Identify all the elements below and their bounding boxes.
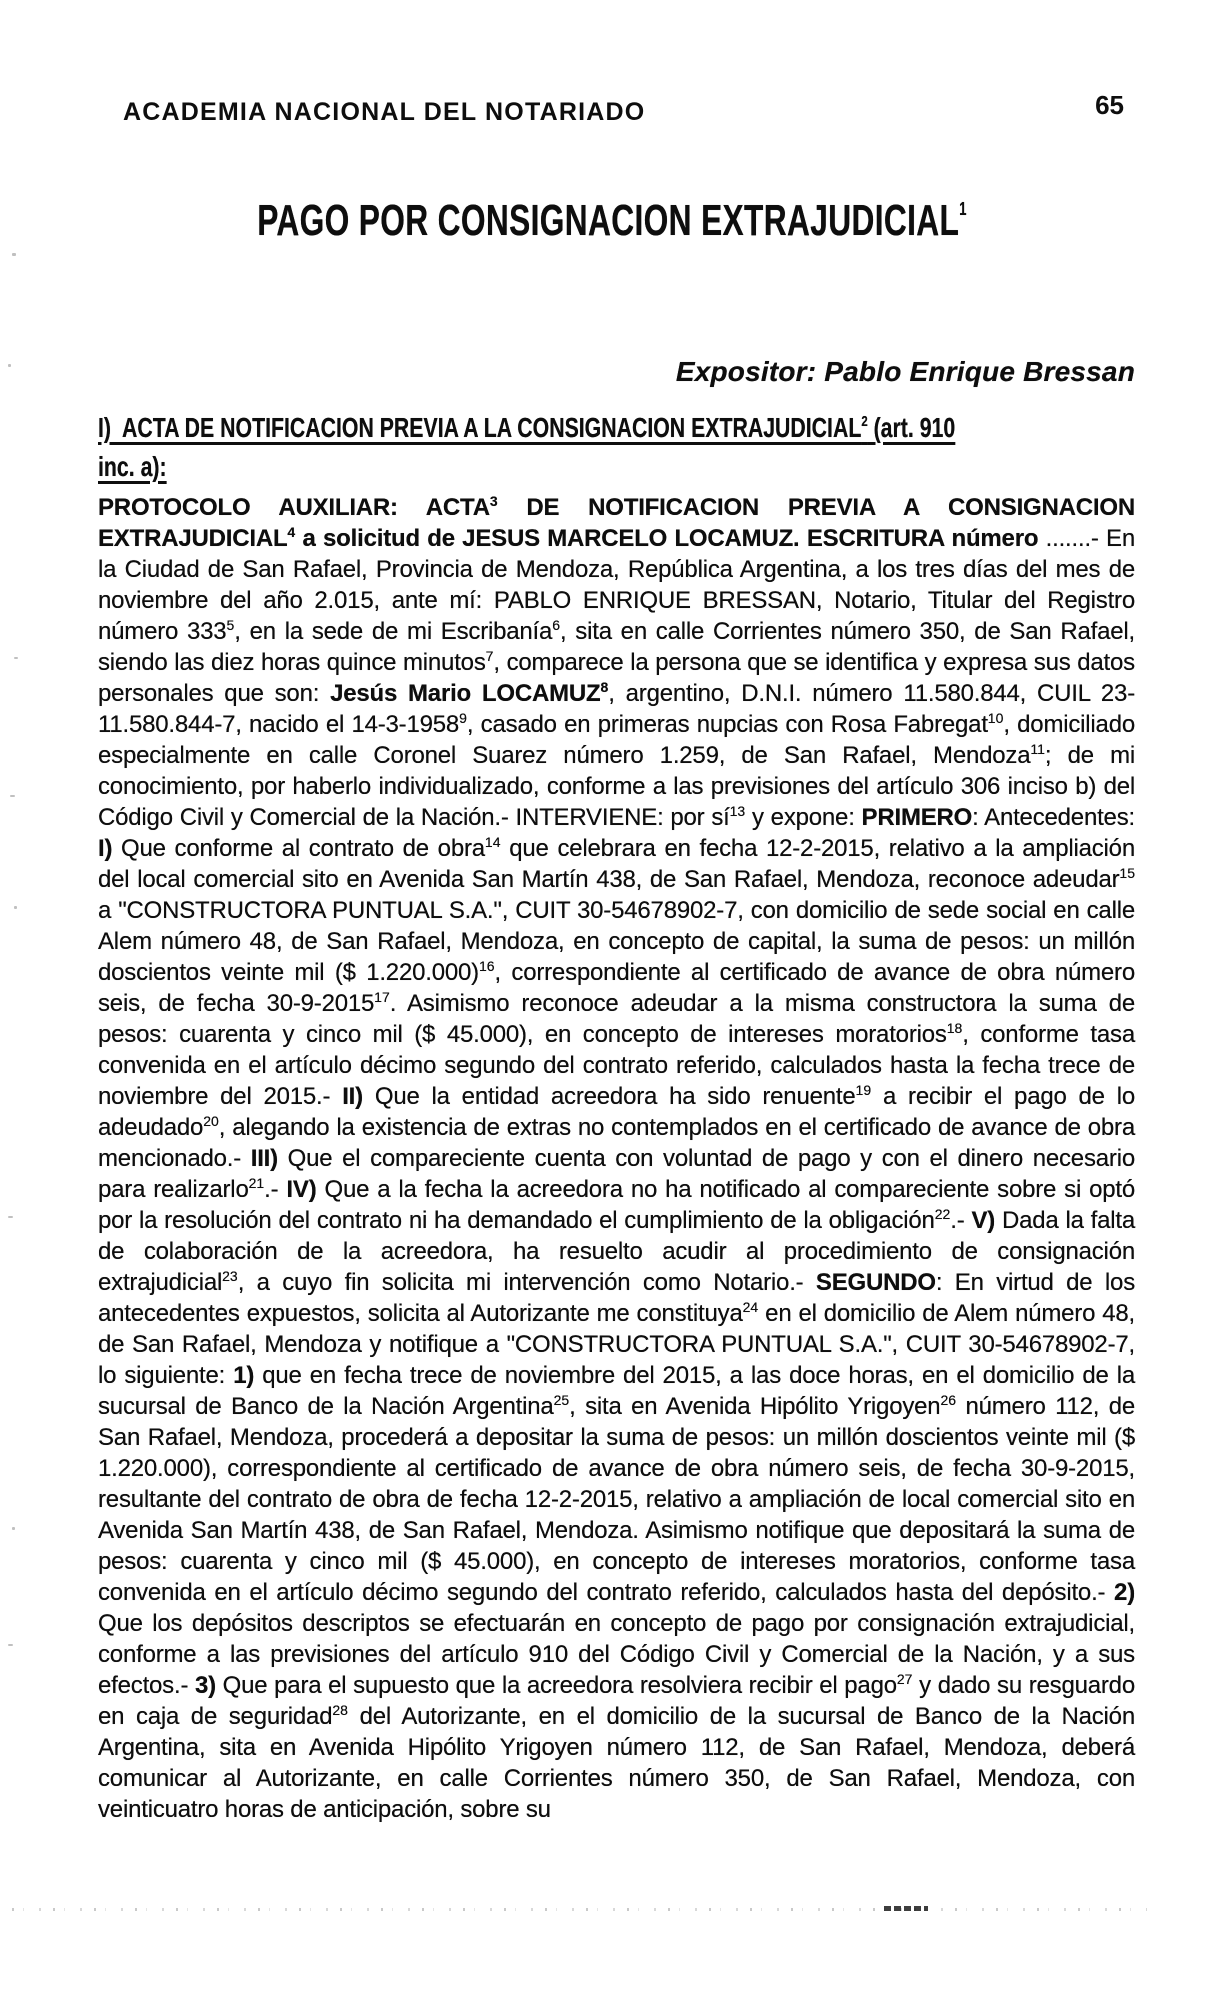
- scan-speck: [8, 1216, 13, 1218]
- expositor-line: Expositor: Pablo Enrique Bressan: [675, 356, 1135, 387]
- page-number: 65: [1095, 90, 1124, 120]
- scan-speck: [8, 364, 11, 367]
- title-text: PAGO POR CONSIGNACION EXTRAJUDICIAL: [257, 196, 960, 245]
- scan-speck: [10, 795, 15, 797]
- header-institution: ACADEMIA NACIONAL DEL NOTARIADO: [123, 98, 646, 126]
- scan-noise-dotted-line: [12, 1908, 1147, 1911]
- title-footnote-ref: 1: [959, 199, 967, 219]
- scan-speck: [12, 253, 16, 256]
- document-title: [171, 196, 1052, 246]
- scan-speck: [14, 906, 17, 909]
- scan-speck: [14, 657, 18, 659]
- scan-speck: [8, 1644, 13, 1646]
- body-paragraph: PROTOCOLO AUXILIAR: ACTA$^3$ DE NOTIFICACION PREVIA A CONSIGNACION EXTRAJUDICIAL$^4$ a solicitud de JESUS MARCELO LOCAMUZ. ESCRITURA número .......- En la Ciudad de San Rafael, Provincia de Mendoza, República Argentina, a los tres días del mes de noviembre del año 2.015, ante mí: PABLO ENRIQUE BRESSAN, Notario, Titular del Registro número $333^5$, en la sede de mi Escribanía$^6$, sita en calle Corrientes número 350, de San Rafael, siendo las diez horas quince minutos$^7$, comparece la persona que se identifica y expresa sus datos personales que son: Jesús Mario LOCAMUZ$^8$, argentino, D.N.I. número 11.580.844, CUIL 23-11.580.844-7, nacido el 14-3-1958$^9$, casado en primeras nupcias con Rosa Fabregat$^{10}$, domiciliado especialmente en calle Coronel Suarez número 1.259, de San Rafael, Mendoza$^{11}$; de mi conocimiento, por haberlo individualizado, conforme a las previsiones del artículo 306 inciso b) del Código Civil y Comercial de la Nación.- INTERVIENE: por $sí^{13}$ y expone: PRIMERO: Antecedentes: I) Que conforme al contrato de obra$^{14}$ que celebrara en fecha 12-2-2015, relativo a la ampliación del local comercial sito en Avenida San Martín 438, de San Rafael, Mendoza, reconoce adeudar$^{15}$ a "CONSTRUCTORA PUNTUAL S.A.", CUIT 30-54678902-7, con domicilio de sede social en calle Alem número 48, de San Rafael, Mendoza, en concepto de capital, la suma de pesos: un millón doscientos veinte mil ($ 1.220.000)$^{16}$, correspondiente al certificado de avance de obra número seis, de fecha 30-9-2015$^{17}$. Asimismo reconoce adeudar a la misma constructora la suma de pesos: cuarenta y cinco mil ($ 45.000), en concepto de intereses moratorios$^{18}$, conforme tasa convenida en el artículo décimo segundo del contrato referido, calculados hasta la fecha trece de noviembre del 2015.- II) Que la entidad acreedora ha sido renuente$^{19}$ a recibir el pago de lo adeudado$^{20}$, alegando la existencia de extras no contemplados en el certificado de avance de obra mencionado.- III) Que el compareciente cuenta con voluntad de pago y con el dinero necesario para realizarlo$^{21}$.- IV) Que a la fecha la acreedora no ha notificado al compareciente sobre si optó por la resolución del contrato ni ha demandado el cumplimiento de la obligación$^{22}$.- V) Dada la falta de colaboración de la acreedora, ha resuelto acudir al procedimiento de consignación extrajudicial$^{23}$, a cuyo fin solicita mi intervención como Notario.- SEGUNDO: En virtud de los antecedentes expuestos, solicita al Autorizante me constituya$^{24}$ en el domicilio de Alem número 48, de San Rafael, Mendoza y notifique a "CONSTRUCTORA PUNTUAL S.A.", CUIT 30-54678902-7, lo siguiente: 1) que en fecha trece de noviembre del 2015, a las doce horas, en el domicilio de la sucursal de Banco de la Nación Argentina$^{25}$, sita en Avenida Hipólito Yrigoyen$^{26}$ número 112, de San Rafael, Mendoza, procederá a depositar la suma de pesos: un millón doscientos veinte mil ($ 1.220.000), correspondiente al certificado de avance de obra número seis, de fecha 30-9-2015, resultante del contrato de obra de fecha 12-2-2015, relativo a ampliación de local comercial sito en Avenida San Martín 438, de San Rafael, Mendoza. Asimismo notifique que depositará la suma de pesos: cuarenta y cinco mil ($ 45.000), en concepto de intereses moratorios, conforme tasa convenida en el artículo décimo segundo del contrato referido, calculados hasta del depósito.- 2) Que los depósitos descriptos se efectuarán en concepto de pago por consignación extrajudicial, conforme a las previsiones del artículo 910 del Código Civil y Comercial de la Nación, y a sus efectos.- 3) Que para el supuesto que la acreedora resolviera recibir el pago$^{27}$ y dado su resguardo en caja de seguridad$^{28}$ del Autorizante, en el domicilio de la sucursal de Banco de la Nación Argentina, sita en Avenida Hipólito Yrigoyen número 112, de San Rafael, Mendoza, deberá comunicar al Autorizante, en calle Corrientes número 350, de San Rafael, Mendoza, con veinticuatro horas de anticipación, sobre su: [98, 493, 1136, 1823]
- section-heading: [98, 408, 1224, 486]
- section-heading-line1: I) ACTA DE NOTIFICACION PREVIA A LA CONSIGNACION EXTRAJUDICIAL$^2$ (art. 910: [98, 412, 956, 443]
- scan-noise-dark-dashes: [884, 1906, 928, 1911]
- scan-speck: [12, 1527, 15, 1530]
- section-heading-line2: inc. a):: [98, 451, 167, 482]
- page-header: [123, 90, 1124, 129]
